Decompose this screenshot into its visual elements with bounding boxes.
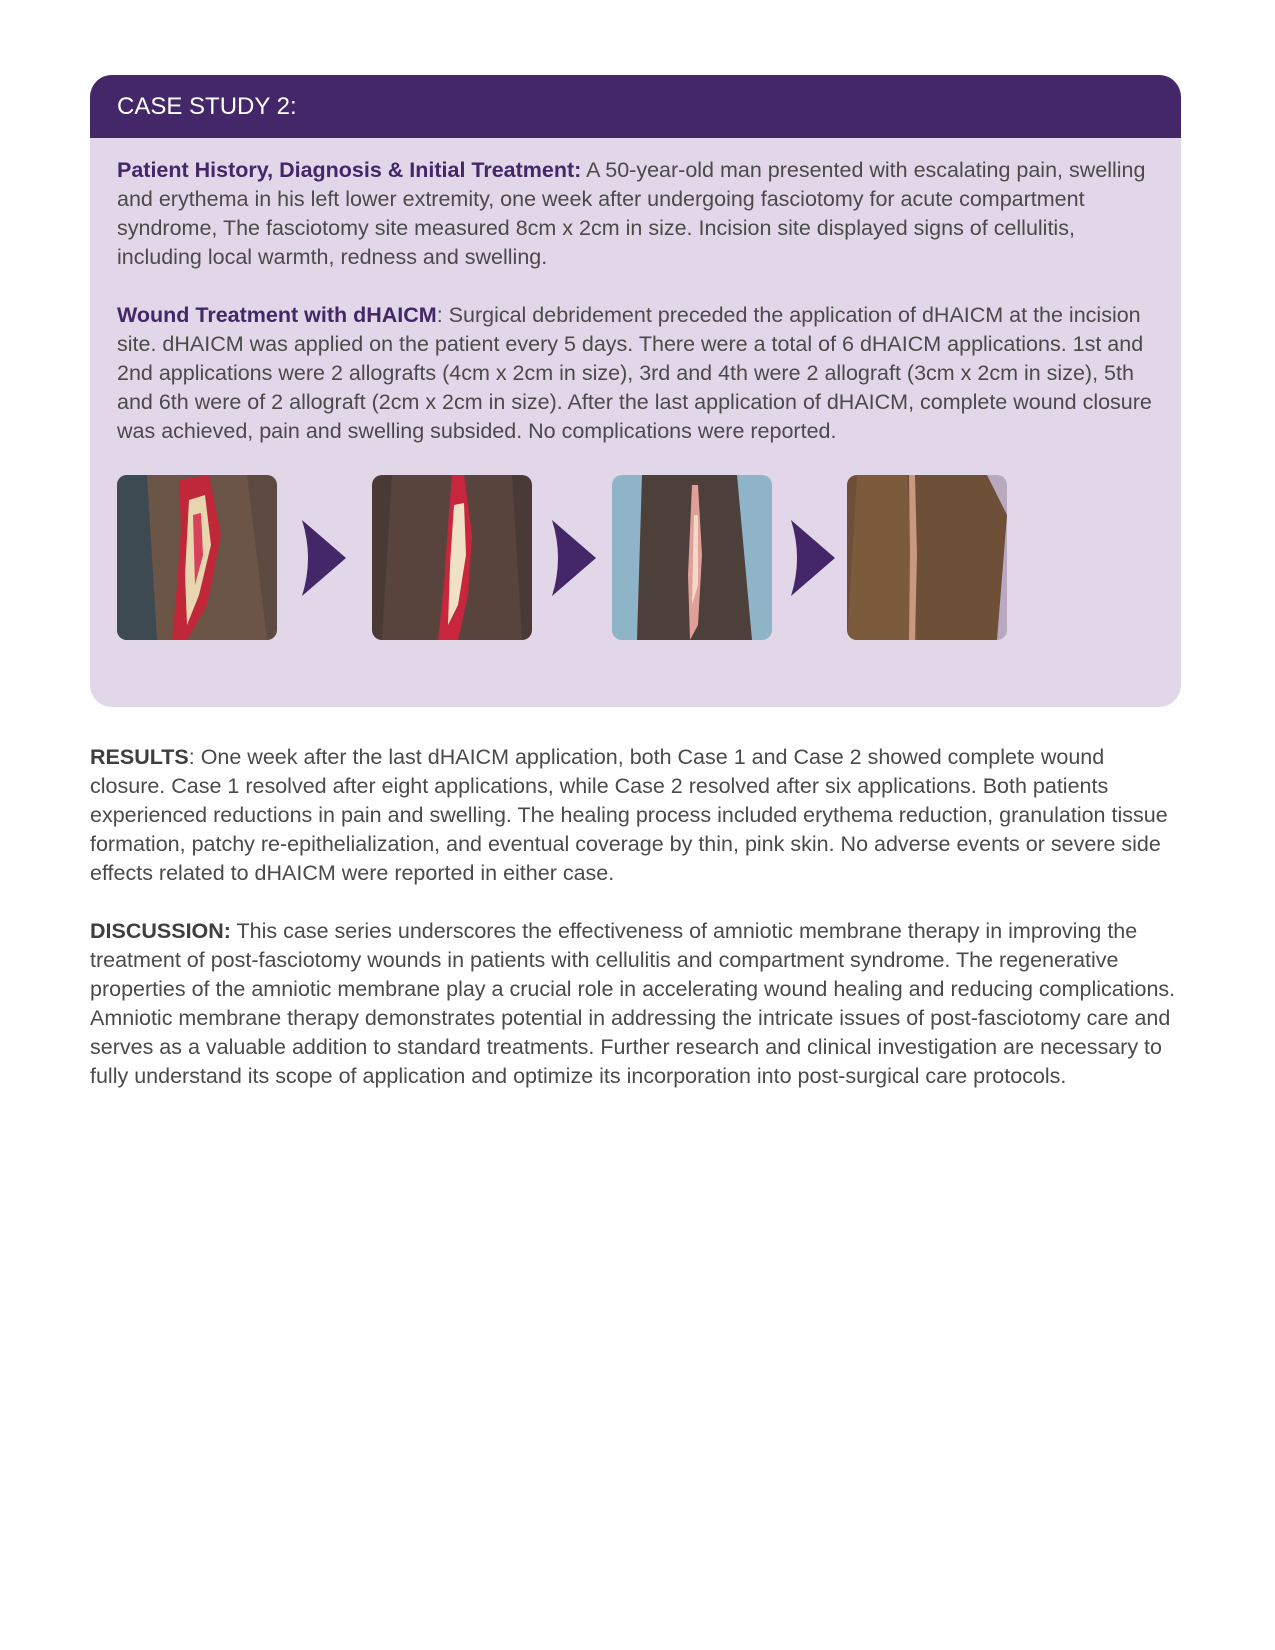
history-text: A 50-year-old man presented with escalating pain, swelling and erythema in his left lower extremity, one week after undergoing fasciotomy for acute compartment syndrome, The fasciotomy site measured 8cm x 2cm in size. Incision site displayed signs of cellulitis, including local warmth, redness and swelling. <box>117 158 1146 269</box>
chevron-right-icon <box>300 520 348 596</box>
wound-progression-photos <box>117 475 1154 640</box>
wound-photo-4 <box>847 475 1007 640</box>
discussion-paragraph <box>90 917 1181 1091</box>
history-paragraph <box>117 156 1154 272</box>
discussion-label: DISCUSSION: <box>90 919 231 943</box>
history-label: Patient History, Diagnosis & Initial Treatment: <box>117 158 582 182</box>
treatment-text: : Surgical debridement preceded the application of dHAICM at the incision site. dHAICM was applied on the patient every 5 days. There were a total of 6 dHAICM applications. 1st and 2nd applications were 2 allografts (4cm x 2cm in size), 3rd and 4th were 2 allograft (3cm x 2cm in size), 5th and 6th were of 2 allograft (2cm x 2cm in size). After the last application of dHAICM, complete wound closure was achieved, pain and swelling subsided. No complications were reported. <box>117 303 1152 443</box>
treatment-label: Wound Treatment with dHAICM <box>117 303 437 327</box>
discussion-text: This case series underscores the effectiveness of amniotic membrane therapy in improving the treatment of post-fasciotomy wounds in patients with cellulitis and compartment syndrome. The regenerative properties of the amniotic membrane play a crucial role in accelerating wound healing and reducing complications. Amniotic membrane therapy demonstrates potential in addressing the intricate issues of post-fasciotomy care and serves as a valuable addition to standard treatments. Further research and clinical investigation are necessary to fully understand its scope of application and optimize its incorporation into post-surgical care protocols. <box>90 919 1176 1088</box>
results-label: RESULTS <box>90 745 189 769</box>
wound-photo-3 <box>612 475 772 640</box>
results-text: : One week after the last dHAICM application, both Case 1 and Case 2 showed complete wound closure. Case 1 resolved after eight applications, while Case 2 resolved after six applications. Both patients experienced reductions in pain and swelling. The healing process included erythema reduction, granulation tissue formation, patchy re-epithelialization, and eventual coverage by thin, pink skin. No adverse events or severe side effects related to dHAICM were reported in either case. <box>90 745 1168 885</box>
wound-photo-1 <box>117 475 277 640</box>
case-study-body <box>90 138 1181 640</box>
wound-photo-2 <box>372 475 532 640</box>
results-paragraph <box>90 743 1181 888</box>
case-study-title: CASE STUDY 2: <box>90 75 1181 138</box>
page-text <box>90 743 1181 1120</box>
chevron-right-icon <box>550 520 598 596</box>
treatment-paragraph <box>117 301 1154 446</box>
chevron-right-icon <box>789 520 837 596</box>
case-study-box <box>90 75 1181 707</box>
